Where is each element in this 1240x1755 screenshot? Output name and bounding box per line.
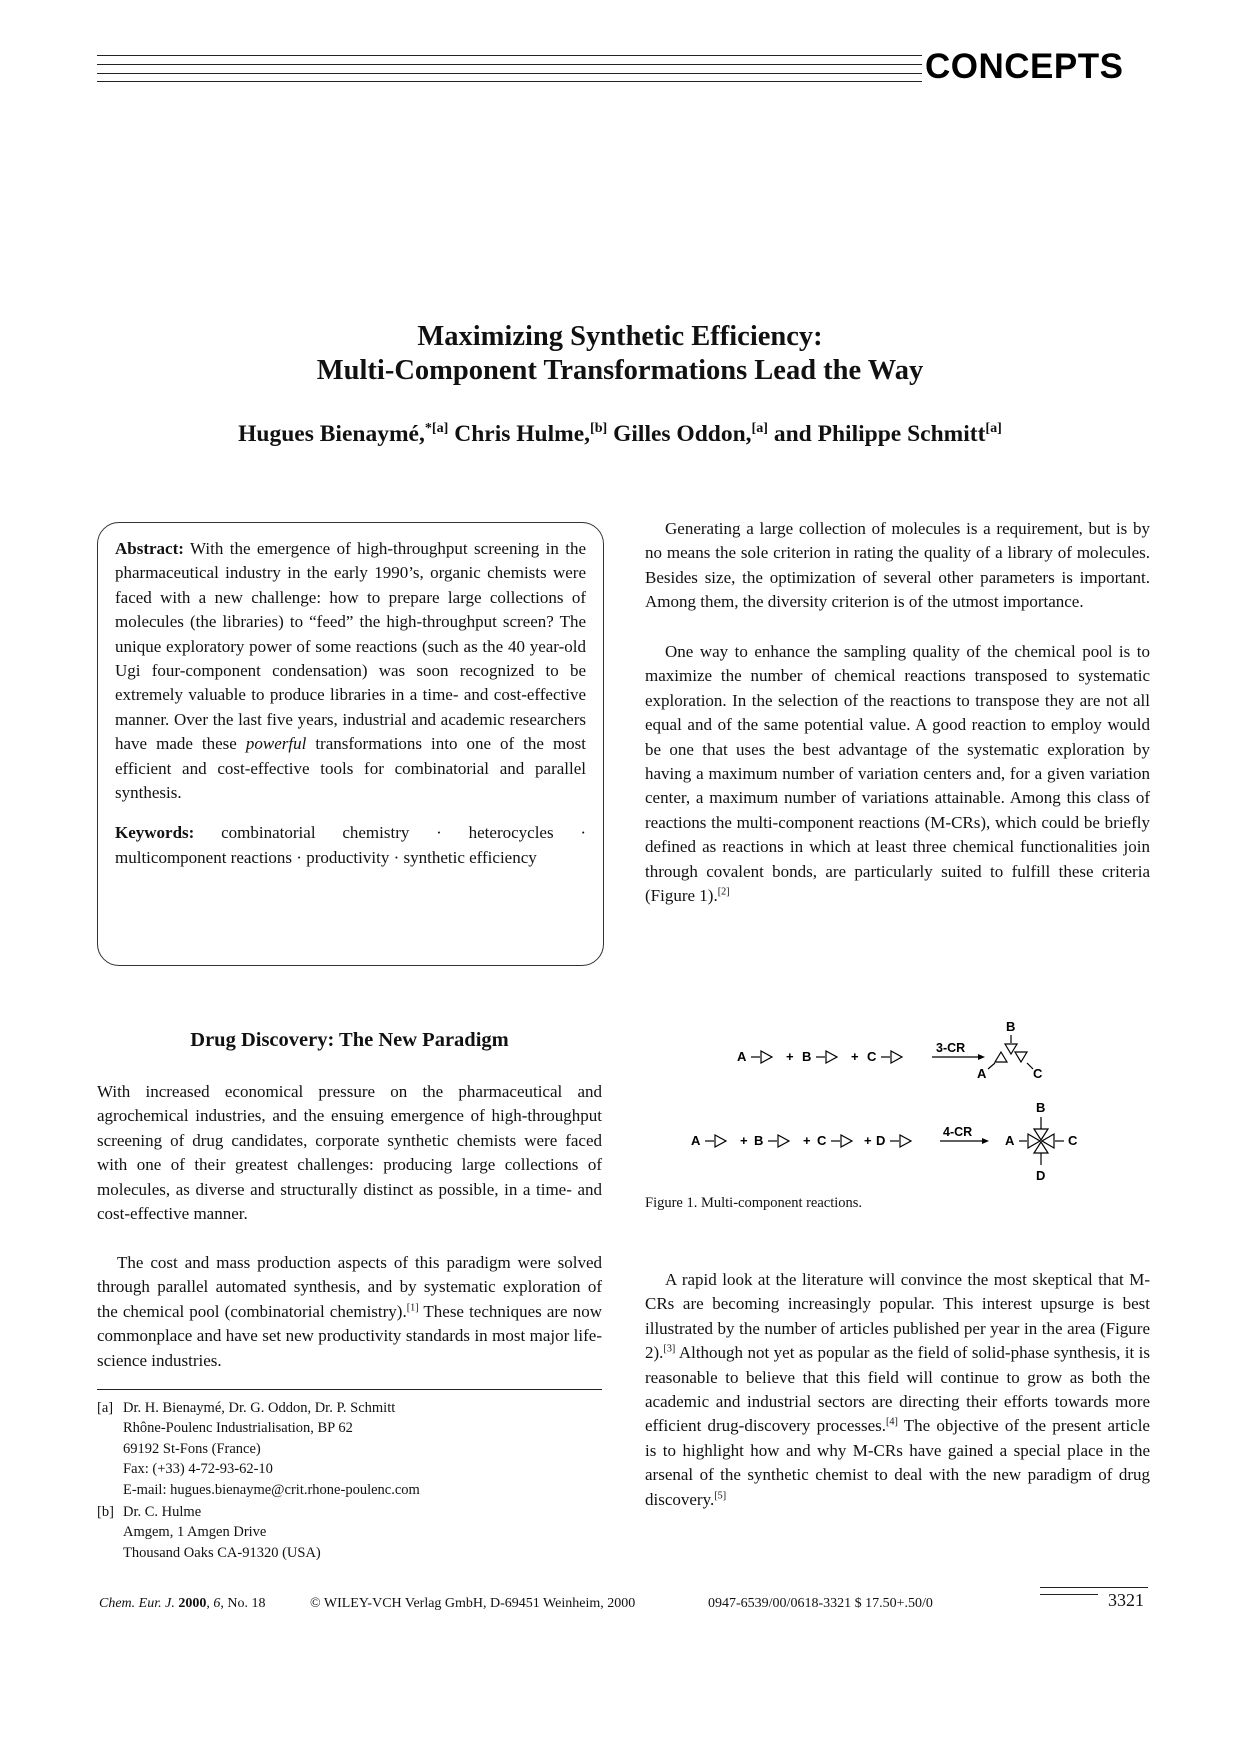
keyword: heterocycles — [468, 823, 554, 843]
article-title-line-2: Multi-Component Transformations Lead the Way — [316, 355, 924, 386]
affiliation-email: E-mail: hugues.bienayme@crit.rhone-poulenc.com — [123, 1481, 420, 1498]
affiliation-line: Thousand Oaks CA-91320 (USA) — [123, 1544, 321, 1561]
page-number: 3321 — [1108, 1590, 1144, 1610]
plus-sign: + — [786, 1049, 794, 1064]
product-triangle-icon — [995, 1052, 1007, 1062]
footer-copyright: © WILEY-VCH Verlag GmbH, D-69451 Weinheim, 2000 — [310, 1596, 636, 1611]
affiliation-line: Amgem, 1 Amgen Drive — [123, 1524, 267, 1541]
affiliation-b — [97, 1502, 602, 1563]
keyword: productivity — [306, 847, 390, 867]
reactant-triangle-icon — [761, 1051, 772, 1063]
reagent-label: A — [691, 1133, 701, 1148]
author-connector: and — [773, 421, 812, 447]
reactant-triangle-icon — [826, 1051, 837, 1063]
footer-issn: 0947-6539/00/0618-3321 $ 17.50+.50/0 — [708, 1596, 933, 1611]
paragraph-text: Although not yet as popular as the field of solid-phase synthesis, it is reasonable to believe that this field will continue to grow as both the academic and industrial sectors are directing their efforts towards more efficient drug-discovery processes. — [645, 1343, 1151, 1436]
product-label: A — [1005, 1133, 1015, 1148]
reactant-triangle-icon — [841, 1135, 852, 1147]
citation: [1] — [406, 1302, 419, 1314]
abstract-label: Abstract: — [115, 539, 184, 558]
affiliation-line: Rhône-Poulenc Industrialisation, BP 62 — [123, 1420, 353, 1437]
reactant-triangle-icon — [778, 1135, 789, 1147]
keywords — [115, 821, 586, 870]
plus-sign: + — [740, 1133, 748, 1148]
bond-line — [988, 1063, 995, 1069]
section-heading: Drug Discovery: The New Paradigm — [190, 1029, 509, 1051]
arrow-head-icon — [982, 1138, 989, 1144]
figure-caption: Figure 1. Multi-component reactions. — [645, 1195, 863, 1211]
citation: [2] — [717, 886, 730, 898]
section-label: CONCEPTS — [925, 47, 1124, 86]
affiliation-line: 69192 St-Fons (France) — [123, 1440, 261, 1457]
reagent-label: B — [802, 1049, 812, 1064]
plus-sign: + — [864, 1133, 872, 1148]
abstract-box — [97, 522, 604, 966]
plus-sign: + — [803, 1133, 811, 1148]
keywords-label: Keywords: — [115, 823, 195, 843]
body-paragraph: Generating a large collection of molecules is a requirement, but is by no means the sole criterion in rating the quality of a library of molecules. Besides size, the optimization of several other parameters is important. Among them, the diversity criterion is of the utmost importance. — [645, 519, 1150, 612]
paragraph-text: One way to enhance the sampling quality of the chemical pool is to maximize the number of chemical reactions transposed to systematic exploration. In the selection of the reactions to transpose they are not all equal and of the same potential value. A good reaction to employ would be one that uses the best advantage of the systematic exploration by having a maximum number of variation centers and, for a given variation center, a maximum number of variations attainable. Among this class of reactions the multi-component reactions (M-CRs), which could be briefly defined as reactions in which at least three chemical functionalities join through covalent bonds, are particularly suited to fulfill these criteria (Figure 1). — [645, 642, 1150, 906]
arrow-head-icon — [978, 1054, 985, 1060]
author-name: Hugues Bienaymé, — [238, 421, 425, 447]
reactant-triangle-icon — [900, 1135, 911, 1147]
keyword-separator: · — [580, 823, 587, 843]
author-name: Gilles Oddon, — [613, 421, 752, 447]
arrow-label: 3-CR — [936, 1041, 966, 1055]
author-mark: [b] — [590, 420, 608, 437]
product-label: A — [977, 1066, 987, 1081]
footnote-rule — [97, 1389, 602, 1390]
body-paragraph: With increased economical pressure on the pharmaceutical and agrochemical industries, and the ensuing emergence of high-throughput screening of drug candidates, corporate synthetic chemists were faced with one of their greatest challenges: producing large collections of molecules, as diverse and structurally distinct as possible, in a time- and cost-effective manner. — [97, 1082, 602, 1224]
author-mark: *[a] — [424, 420, 449, 437]
reagent-label: C — [817, 1133, 827, 1148]
affiliation-line: Dr. H. Bienaymé, Dr. G. Oddon, Dr. P. Schmitt — [123, 1400, 396, 1416]
affiliation-line: Dr. C. Hulme — [123, 1504, 202, 1520]
body-paragraph — [645, 1268, 1150, 1512]
body-paragraph — [97, 1251, 602, 1373]
keyword: combinatorial chemistry — [221, 823, 410, 843]
keyword-separator: · — [296, 847, 302, 867]
journal-issue: , No. 18 — [220, 1596, 266, 1611]
keyword-separator: · — [393, 847, 400, 867]
keyword-separator: · — [436, 823, 442, 843]
keyword: multicomponent reactions — [115, 847, 293, 867]
product-label: B — [1036, 1100, 1046, 1115]
body-paragraph — [645, 640, 1150, 908]
citation: [4] — [886, 1416, 898, 1428]
affiliation-a — [97, 1398, 602, 1500]
paragraph-text: The objective of the present article is to highlight how and why M-CRs have gained a special place in the arsenal of the synthetic chemist to deal with the new paradigm of drug discovery. — [645, 1416, 1150, 1509]
affiliation-line: Fax: (+33) 4-72-93-62-10 — [123, 1461, 273, 1478]
author-name: Philippe Schmitt — [817, 421, 986, 447]
product-triangle-icon — [1015, 1052, 1027, 1062]
reactant-triangle-icon — [715, 1135, 726, 1147]
paragraph-text: A rapid look at the literature will convince the most skeptical that M-CRs are becoming increasingly popular. This interest upsurge is best illustrated by the number of articles published per year in the area (Figure 2). — [645, 1270, 1150, 1363]
author-list — [0, 421, 1240, 448]
paragraph-text: The cost and mass production aspects of this paradigm were solved through parallel automated synthesis, and by systematic exploration of the chemical pool (combinatorial chemistry). — [97, 1253, 602, 1321]
journal-name: Chem. Eur. J. — [99, 1596, 175, 1611]
figure-multicomponent-reactions — [640, 1005, 1120, 1200]
product-label: C — [1033, 1066, 1043, 1081]
affiliation-tag: [b] — [97, 1504, 114, 1520]
abstract-text — [115, 537, 586, 805]
product-label: B — [1006, 1019, 1016, 1034]
footer-citation: Chem. Eur. J. 2000, 6, No. 18 — [99, 1596, 266, 1611]
paragraph-text: These techniques are now commonplace and have set new productivity standards in most major life-science industries. — [97, 1301, 602, 1370]
reagent-label: B — [754, 1133, 764, 1148]
author-name: Chris Hulme, — [454, 421, 590, 447]
product-label: D — [1036, 1168, 1046, 1183]
product-label: C — [1068, 1133, 1078, 1148]
affiliation-tag: [a] — [97, 1400, 114, 1416]
reagent-label: D — [876, 1133, 886, 1148]
abstract-body: With the emergence of high-throughput screening in the pharmaceutical industry in the early 1990’s, organic chemists were faced with a new challenge: how to prepare large collections of molecules (the libraries) to “feed” the high-throughput screen? The unique exploratory power of some reactions (such as the 40 year-old Ugi four-component condensation) was soon recognized to be extremely valuable to produce libraries in a time- and cost-effective manner. Over the last five years, industrial and academic researchers have made these — [115, 539, 586, 754]
citation: [3] — [663, 1343, 676, 1355]
article-title-line-1: Maximizing Synthetic Efficiency: — [417, 321, 823, 352]
reagent-label: C — [867, 1049, 877, 1064]
header-rule-lines — [97, 52, 922, 84]
reagent-label: A — [737, 1049, 747, 1064]
abstract-body-end: transformations into one of the most efficient and cost-effective tools for combinatorial and parallel synthesis. — [115, 734, 587, 803]
keyword: synthetic efficiency — [403, 847, 537, 867]
reactant-triangle-icon — [891, 1051, 902, 1063]
abstract-emphasis: powerful — [245, 734, 307, 754]
arrow-label: 4-CR — [943, 1125, 973, 1139]
author-mark: [a] — [985, 420, 1002, 437]
journal-volume: 6 — [213, 1596, 221, 1611]
journal-year: 2000 — [178, 1596, 207, 1611]
plus-sign: + — [851, 1049, 859, 1064]
citation: [5] — [714, 1490, 727, 1501]
author-mark: [a] — [751, 420, 768, 437]
